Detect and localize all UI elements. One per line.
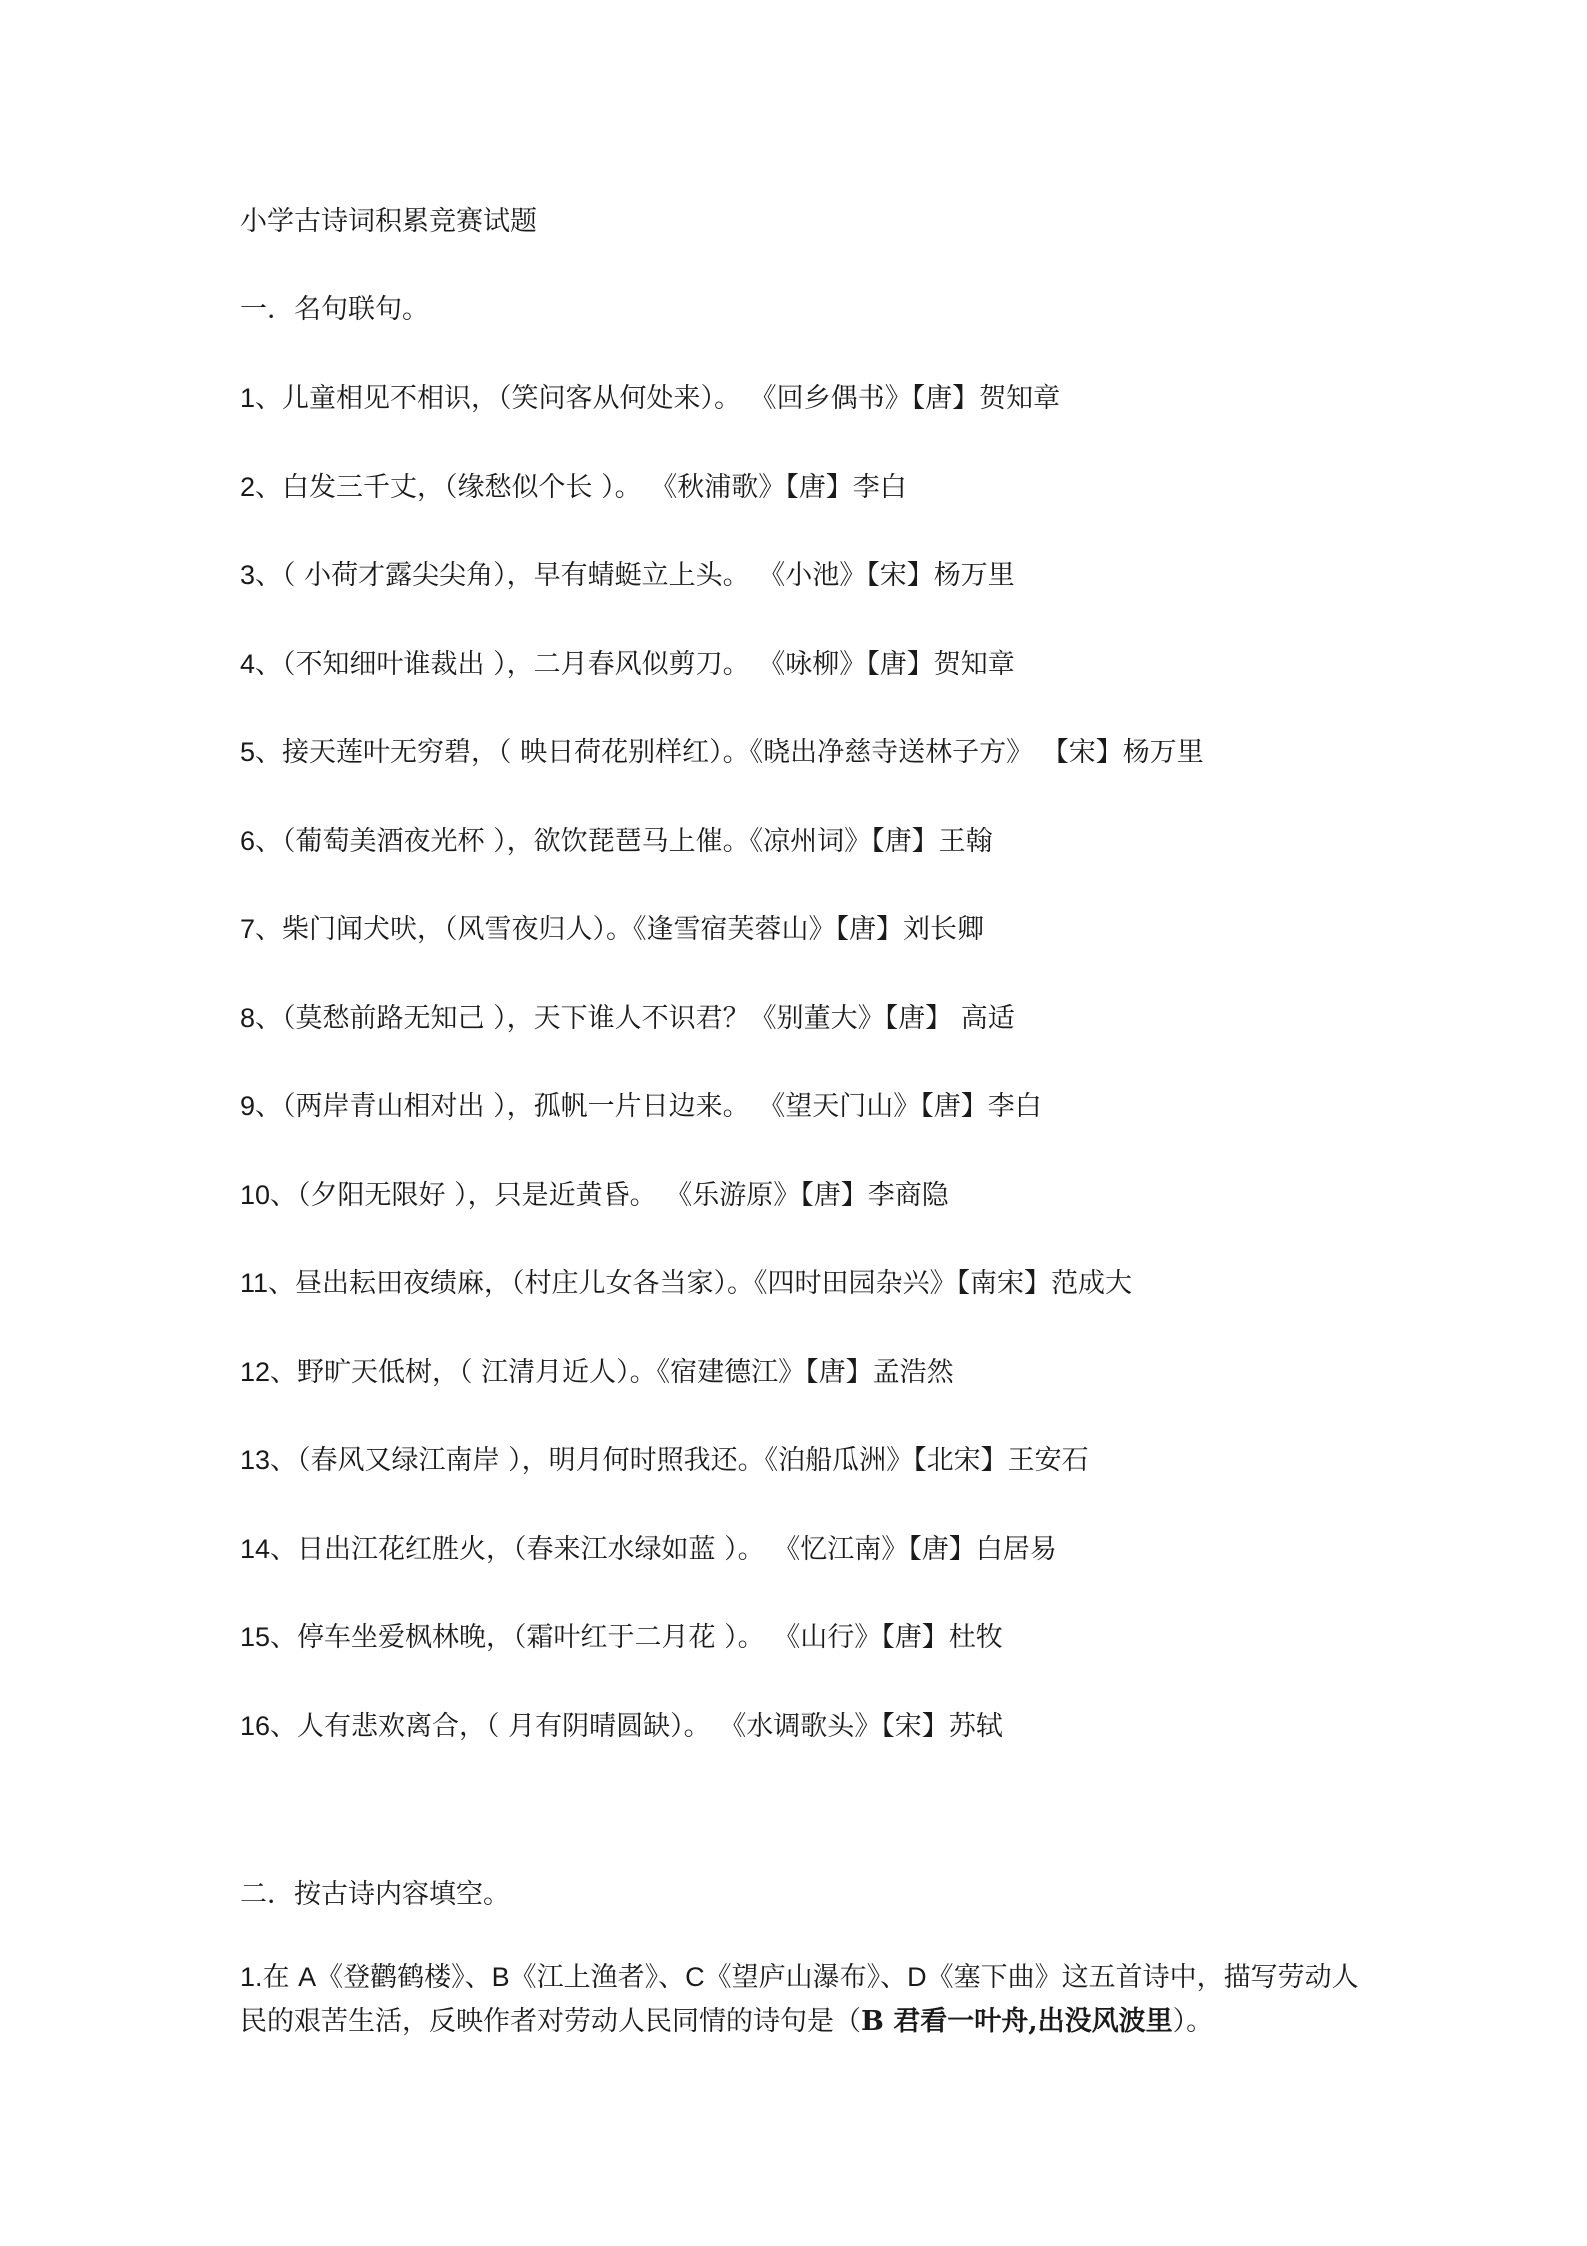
question-number: 14、 [240, 1533, 298, 1564]
option-letter-d: D [907, 1962, 927, 1992]
question-item [240, 911, 984, 948]
question-number: 3、 [240, 560, 283, 590]
option-letter-c: C [685, 1962, 705, 1992]
question-item [240, 1000, 1015, 1037]
question-number: 16、 [240, 1710, 298, 1741]
question-text-part: 在 [262, 1962, 299, 1993]
question-number: 1、 [240, 383, 283, 413]
question-number: 8、 [240, 1002, 283, 1033]
question-number: 9、 [240, 1091, 283, 1121]
question-item [240, 1708, 1003, 1745]
option-letter-b: B [491, 1962, 510, 1992]
option-d-text: 《塞下曲》这五首诗中，描写劳动人民的艰苦生活，反映作者对劳动人民同情的诗句是（ [240, 1962, 1359, 2037]
question-item [240, 1265, 1132, 1302]
closing-punctuation: ）。 [1172, 2006, 1214, 2037]
question-item [240, 1177, 949, 1214]
question-number: 4、 [240, 648, 283, 679]
question-item [240, 1088, 1042, 1125]
question-number: 12、 [240, 1356, 298, 1387]
answer-text: B 君看一叶舟,出没风波里 [861, 2006, 1173, 2037]
question-text: 日出江花红胜火，（春来江水绿如蓝 ）。 《忆江南》【唐】白居易 [297, 1533, 1057, 1565]
question-number: 2、 [240, 471, 283, 502]
document-title: 小学古诗词积累竞赛试题 [240, 206, 537, 237]
question-text: （不知细叶谁裁出 ），二月春风似剪刀。 《咏柳》【唐】贺知章 [282, 648, 1015, 680]
section-2-question-1 [240, 1955, 1360, 2044]
question-text: （葡萄美酒夜光杯 ），欲饮琵琶马上催。《凉州词》【唐】王翰 [282, 825, 993, 857]
question-item [240, 734, 1204, 771]
question-text: 昼出耘田夜绩麻，（村庄儿女各当家）。《四时田园杂兴》【南宋】范成大 [295, 1268, 1133, 1299]
question-item [240, 1619, 1003, 1656]
question-item [240, 823, 993, 860]
question-text: 接天莲叶无穷碧，（ 映日荷花别样红）。《晓出净慈寺送林子方》 【宋】杨万里 [282, 737, 1204, 768]
question-text: 停车坐爱枫林晚，（霜叶红于二月花 ）。 《山行》【唐】杜牧 [297, 1622, 1003, 1653]
option-c-text: 《望庐山瀑布》、 [704, 1962, 908, 1993]
option-b-text: 《江上渔者》、 [509, 1962, 686, 1993]
question-text: （ 小荷才露尖尖角），早有蜻蜓立上头。 《小池》【宋】杨万里 [282, 560, 1015, 591]
question-text: 柴门闻犬吠，（风雪夜归人）。《逢雪宿芙蓉山》【唐】刘长卿 [282, 914, 985, 945]
question-text: 人有悲欢离合，（ 月有阴晴圆缺）。 《水调歌头》【宋】苏轼 [297, 1710, 1003, 1742]
question-number: 15、 [240, 1622, 298, 1652]
question-text: （春风又绿江南岸 ），明月何时照我还。《泊船瓜洲》【北宋】王安石 [297, 1445, 1089, 1476]
question-text: 白发三千丈，（缘愁似个长 ）。 《秋浦歌》【唐】李白 [282, 471, 907, 503]
question-number: 1. [240, 1962, 263, 1992]
question-number: 10、 [240, 1179, 298, 1210]
question-number: 11、 [240, 1268, 296, 1298]
option-a-text: 《登鹳鹤楼》、 [316, 1962, 492, 1993]
question-text: （夕阳无限好 ），只是近黄昏。 《乐游原》【唐】李商隐 [297, 1179, 949, 1211]
question-number: 5、 [240, 737, 283, 767]
question-item [240, 646, 1015, 683]
question-item [240, 1442, 1089, 1479]
question-number: 6、 [240, 825, 283, 856]
section-1-heading: 一．名句联句。 [240, 294, 429, 325]
question-item [240, 557, 1015, 594]
question-text: （两岸青山相对出 ），孤帆一片日边来。 《望天门山》【唐】李白 [282, 1091, 1042, 1122]
question-text: （莫愁前路无知己 ），天下谁人不识君？《别董大》【唐】 高适 [282, 1002, 1015, 1034]
question-item [240, 1531, 1057, 1568]
question-text: 野旷天低树，（ 江清月近人）。《宿建德江》【唐】孟浩然 [297, 1356, 954, 1388]
question-text: 儿童相见不相识，（笑问客从何处来）。 《回乡偶书》【唐】贺知章 [282, 383, 1061, 414]
question-number: 7、 [240, 914, 283, 944]
question-number: 13、 [240, 1445, 298, 1475]
question-item [240, 380, 1060, 417]
question-item [240, 1354, 954, 1391]
section-2-heading: 二．按古诗内容填空。 [240, 1879, 510, 1910]
question-item [240, 469, 907, 506]
option-letter-a: A [298, 1962, 317, 1992]
